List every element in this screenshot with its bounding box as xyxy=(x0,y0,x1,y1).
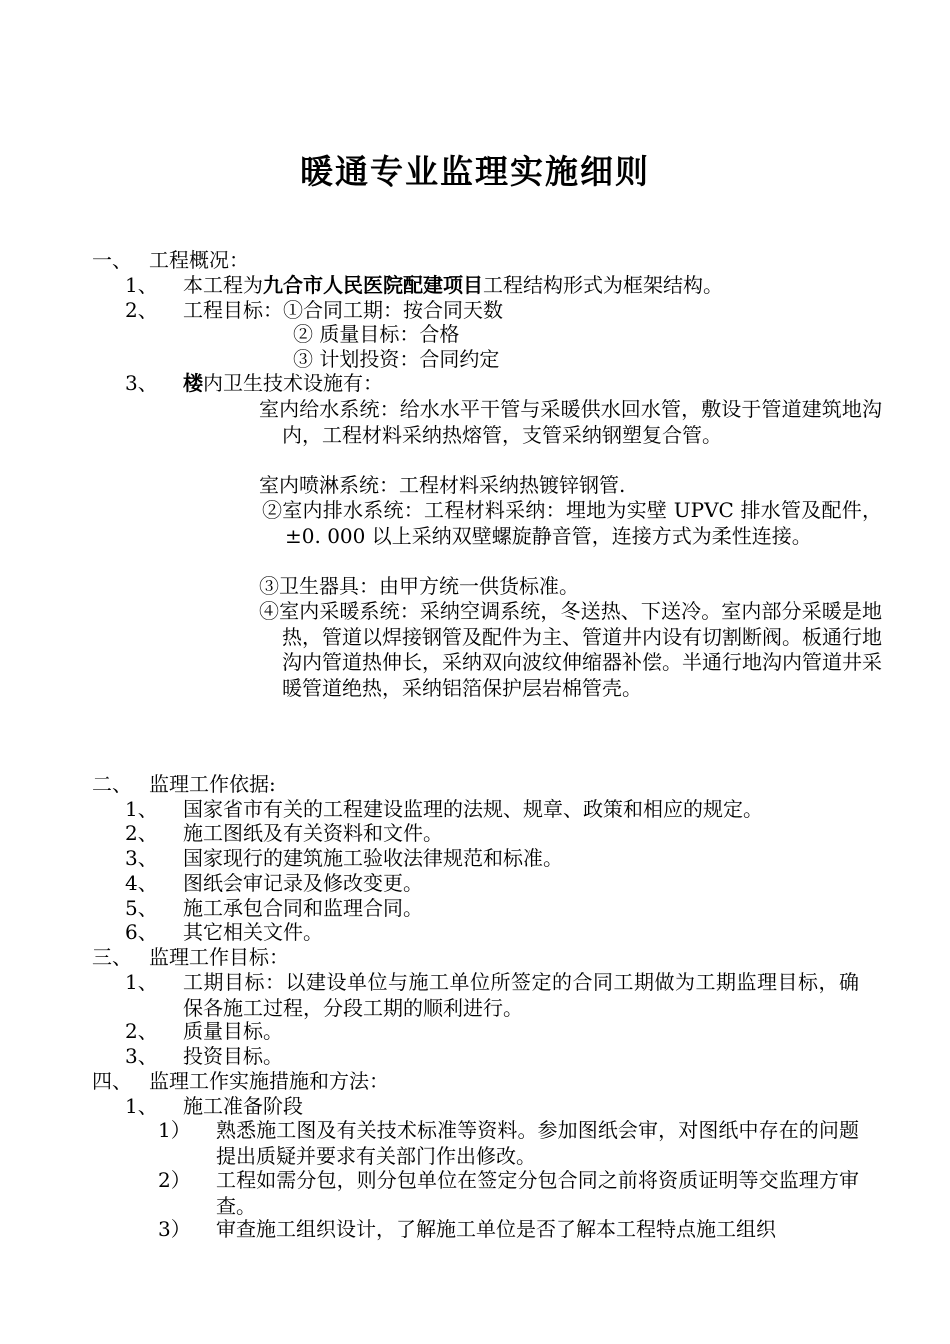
basis-item-text: 国家现行的建筑施工验收法律规范和标准。 xyxy=(183,846,563,870)
section-2-number: 二、 xyxy=(92,772,132,796)
basis-item-number: 6、 xyxy=(125,920,158,944)
drainage-paragraph: ②室内排水系统：工程材料采纳：埋地为实壁 UPVC 排水管及配件，±0. 000 以上采纳双壁螺旋静音管，连接方式为柔性连接。 xyxy=(262,498,882,548)
sub-item-3-text: 审查施工组织设计，了解施工单位是否了解本工程特点施工组织 xyxy=(216,1217,776,1241)
goal-item-3-text: 投资目标。 xyxy=(183,1044,283,1068)
sanitary-paragraph: ③卫生器具：由甲方统一供货标准。 xyxy=(259,574,579,598)
basis-item-number: 1、 xyxy=(125,797,158,821)
item-1-2-line1: 工程目标：①合同工期：按合同天数 xyxy=(183,298,503,322)
item-1-1-suffix: 工程结构形式为框架结构。 xyxy=(483,273,723,297)
item-1-2-line3: ③ 计划投资：合同约定 xyxy=(293,347,500,371)
page-title: 暖通专业监理实施细则 xyxy=(300,152,650,191)
basis-item-text: 国家省市有关的工程建设监理的法规、规章、政策和相应的规定。 xyxy=(183,797,763,821)
item-1-1-prefix: 本工程为 xyxy=(183,273,263,297)
sub-item-1-text: 熟悉施工图及有关技术标准等资料。参加图纸会审，对图纸中存在的问题提出质疑并要求有关部门作出修改。 xyxy=(216,1118,859,1168)
goal-item-2-text: 质量目标。 xyxy=(183,1019,283,1043)
sub-item-2-number: 2） xyxy=(158,1168,191,1192)
section-3-number: 三、 xyxy=(92,945,132,969)
section-2-heading: 监理工作依据: xyxy=(149,772,276,796)
item-1-1-text xyxy=(183,273,723,298)
basis-item-number: 2、 xyxy=(125,821,158,845)
section-4-heading: 监理工作实施措施和方法： xyxy=(149,1069,389,1093)
item-1-3-number: 3、 xyxy=(125,371,158,395)
sub-item-2-text: 工程如需分包，则分包单位在签定分包合同之前将资质证明等交监理方审查。 xyxy=(216,1168,859,1218)
item-1-1-number: 1、 xyxy=(125,273,158,297)
water-supply-paragraph: 室内给水系统：给水水平干管与采暖供水回水管，敷设于管道建筑地沟内，工程材料采纳热熔管，支管采纳钢塑复合管。 xyxy=(259,397,882,447)
sub-item-3-number: 3） xyxy=(158,1217,191,1241)
basis-item-number: 4、 xyxy=(125,871,158,895)
goal-item-1-number: 1、 xyxy=(125,970,158,994)
section-4-number: 四、 xyxy=(92,1069,132,1093)
sub-item-1-number: 1） xyxy=(158,1118,191,1142)
basis-item-number: 3、 xyxy=(125,846,158,870)
item-1-3-heading xyxy=(183,371,383,396)
item-1-3-rest: 内卫生技术设施有： xyxy=(203,371,383,395)
goal-item-1-text: 工期目标：以建设单位与施工单位所签定的合同工期做为工期监理目标，确保各施工过程，分段工期的顺利进行。 xyxy=(183,970,859,1020)
section-1-heading: 工程概况： xyxy=(149,248,249,272)
goal-item-3-number: 3、 xyxy=(125,1044,158,1068)
section-3-heading: 监理工作目标： xyxy=(149,945,289,969)
item-1-3-bold-char: 楼 xyxy=(183,371,203,395)
project-name: 九合市人民医院配建项目 xyxy=(263,273,483,297)
basis-item-text: 施工承包合同和监理合同。 xyxy=(183,896,423,920)
method-item-1-text: 施工准备阶段 xyxy=(183,1094,303,1118)
section-1-number: 一、 xyxy=(92,248,132,272)
heating-paragraph: ④室内采暖系统：采纳空调系统，冬送热、下送冷。室内部分采暖是地热，管道以焊接钢管及配件为主、管道井内设有切割断阀。板通行地沟内管道热伸长，采纳双向波纹伸缩器补偿。半通行地沟内管道井采暖管道绝热，采纳铝箔保护层岩棉管壳。 xyxy=(259,599,882,700)
item-1-2-line2: ② 质量目标：合格 xyxy=(293,322,460,346)
basis-item-number: 5、 xyxy=(125,896,158,920)
method-item-1-number: 1、 xyxy=(125,1094,158,1118)
basis-item-text: 施工图纸及有关资料和文件。 xyxy=(183,821,443,845)
basis-item-text: 其它相关文件。 xyxy=(183,920,323,944)
goal-item-2-number: 2、 xyxy=(125,1019,158,1043)
item-1-2-number: 2、 xyxy=(125,298,158,322)
basis-item-text: 图纸会审记录及修改变更。 xyxy=(183,871,423,895)
sprinkler-paragraph: 室内喷淋系统：工程材料采纳热镀锌钢管. xyxy=(259,473,626,497)
